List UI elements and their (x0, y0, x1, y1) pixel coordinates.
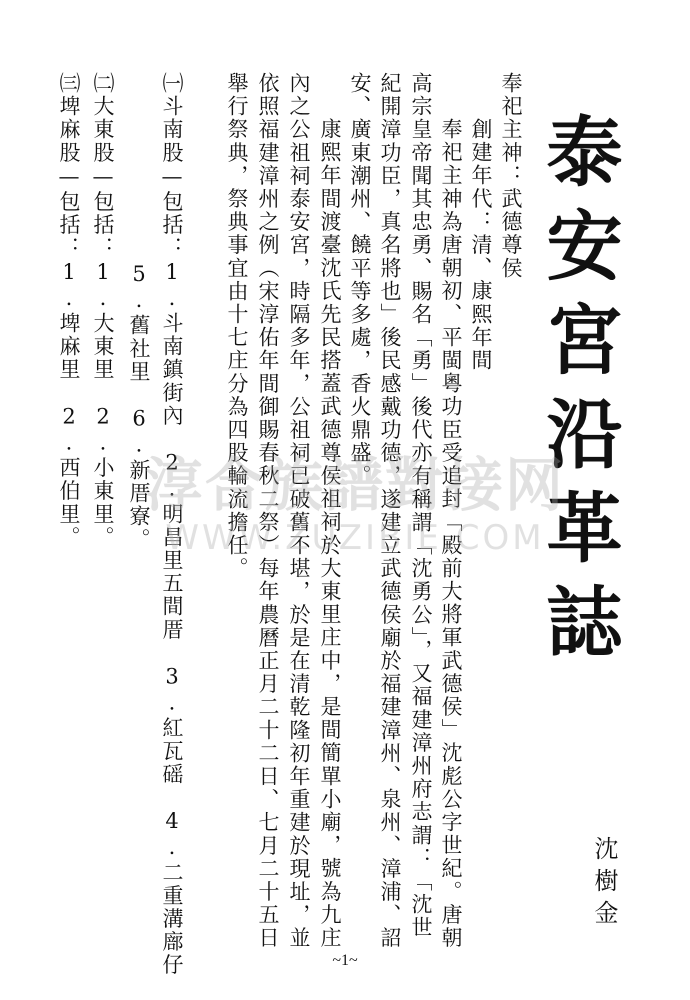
watermark (95, 438, 615, 558)
page-title: 泰安宮沿革誌 (534, 112, 623, 676)
founded-line: 創建年代：清、康熙年間 (469, 118, 493, 373)
share-item: ㈠斗南股—包括：1.斗南鎮街內 2.明昌里五間厝 3.紅瓦磘 4.二重溝廍仔 (160, 72, 184, 977)
paragraph-line: 高宗皇帝聞其忠勇、賜名「勇」後代亦有稱謂「沈勇公」，又福建漳州府志謂：「沈世 (409, 72, 433, 940)
paragraph-line: 康熙年間渡臺沈氏先民搭蓋武德尊侯祖祠於大東里庄中，是間簡單小廟，號為九庄 (318, 118, 342, 950)
deity-line: 奉祀主神：武德尊侯 (499, 72, 523, 280)
share-item: ㈢埤麻股—包括：1.埤麻里 2.西伯里。 (57, 72, 81, 549)
paragraph-line: 安、廣東潮州、饒平等多處，香火鼎盛。 (348, 72, 372, 488)
paragraph-line: 內之公祖祠泰安宮，時隔多年，公祖祠已破舊不堪，於是在清乾隆初年重建於現址，並 (287, 72, 311, 950)
author-name: 沈樹金 (590, 836, 618, 932)
paragraph-line: 奉祀主神為唐朝初、平閩粵功臣受追封「殿前大將軍武德侯」沈彪公字世紀。唐朝 (439, 118, 463, 950)
share-item: 5.舊社里 6.新厝寮。 (127, 262, 151, 552)
paragraph-line: 依照福建漳州之例（宋淳佑年間御賜春秋二祭）每年農曆正月二十二日、七月二十五日 (256, 72, 280, 950)
watermark-url: WWW.ZUZIBIE.COM (165, 518, 545, 558)
share-item: ㈡大東股—包括：1.大東里 2.小東里。 (91, 72, 115, 549)
paragraph-line: 紀開漳功臣，真名將也」後民感戴功德，遂建立武德侯廟於福建漳州、泉州、漳浦、詔 (378, 72, 402, 950)
page-number: ~1~ (332, 952, 358, 969)
watermark-text: 淳合族譜對接网 (144, 451, 565, 519)
paragraph-line: 舉行祭典，祭典事宜由十七庄分為四股輪流擔任。 (225, 72, 249, 581)
